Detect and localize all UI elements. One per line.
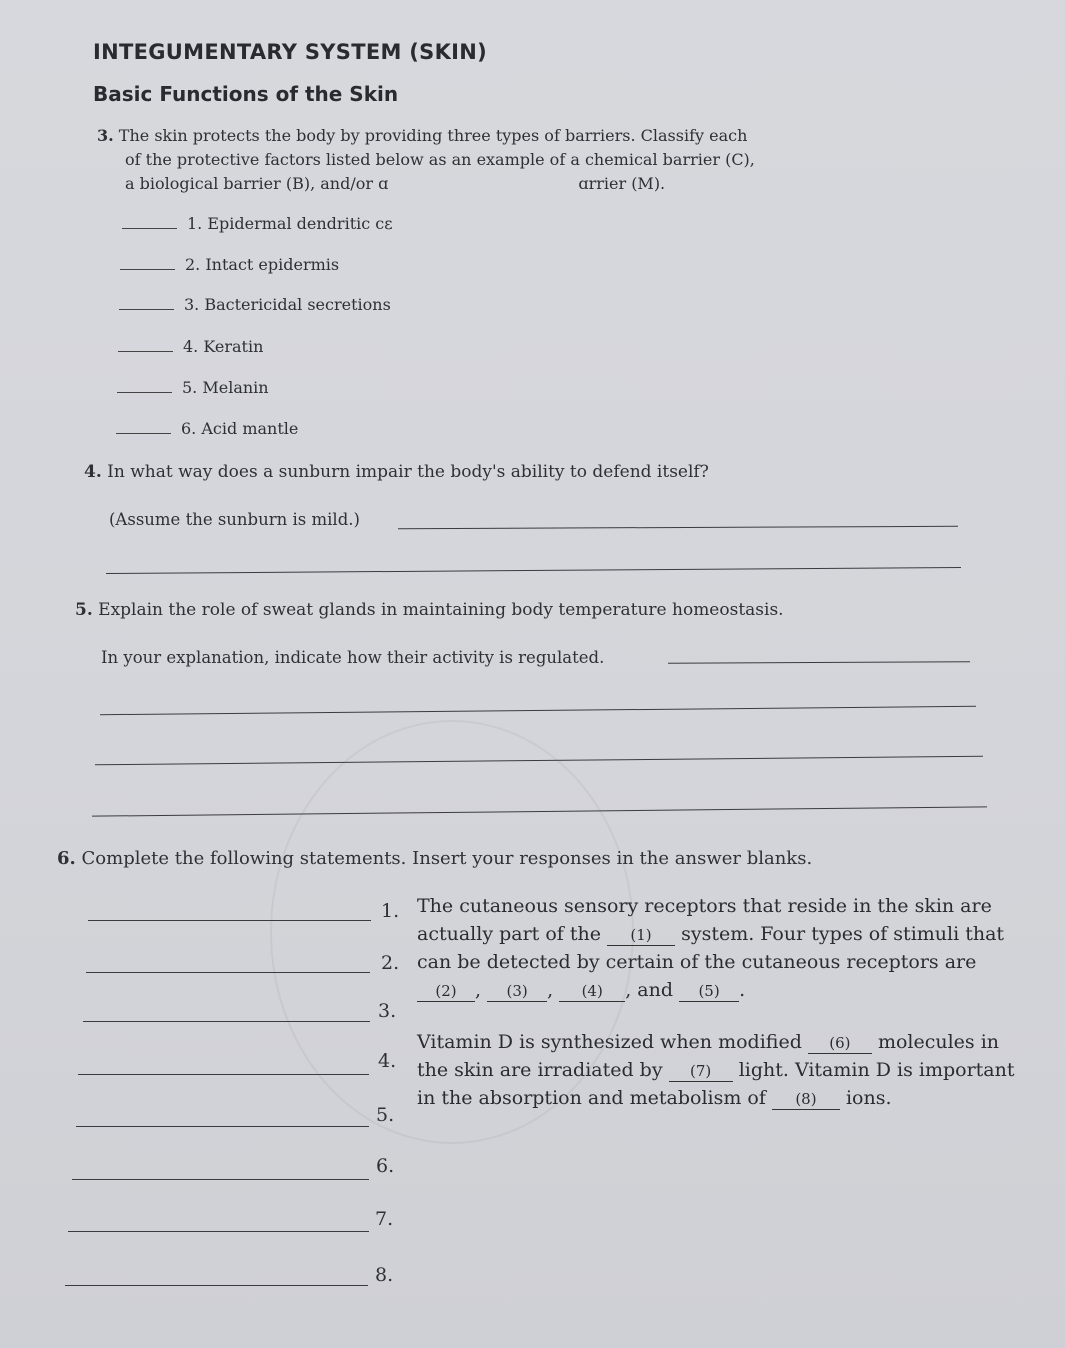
q3-item — [119, 295, 391, 314]
q6-text-span: the skin are irradiated by — [417, 1059, 663, 1081]
q5-answer-line-1[interactable] — [668, 661, 970, 664]
q6-blank-label-4: 4. — [378, 1050, 397, 1072]
question-5 — [75, 600, 784, 620]
answer-blank[interactable] — [119, 308, 174, 310]
q6-statements — [417, 892, 1047, 1112]
q6-blank-label-3: 3. — [378, 1000, 397, 1022]
q3-item-label: 3. Bactericidal secretions — [184, 295, 391, 314]
q6-blank-label-7: 7. — [375, 1208, 394, 1230]
q4-answer-line-2[interactable] — [106, 567, 961, 574]
inline-blank-8: (8) — [772, 1089, 840, 1110]
q4-text: In what way does a sunburn impair the body's ability to defend itself? — [107, 462, 709, 482]
q6-answer-blank-5[interactable] — [76, 1126, 369, 1127]
q6-blank-label-5: 5. — [376, 1104, 395, 1126]
q6-p1-line-3 — [417, 948, 1047, 976]
q3-item — [120, 255, 339, 274]
page-title: INTEGUMENTARY SYSTEM (SKIN) — [93, 40, 488, 64]
inline-blank-3: (3) — [487, 981, 547, 1002]
q6-answer-blank-1[interactable] — [88, 920, 371, 921]
q3-item-label: 4. Keratin — [183, 337, 264, 356]
q5-number: 5. — [75, 600, 93, 620]
q4-subtext: (Assume the sunburn is mild.) — [109, 510, 360, 529]
q3-item-label: 6. Acid mantle — [181, 419, 299, 438]
q3-text-line-3 — [97, 172, 817, 196]
q6-p1-line-4: (2) , (3) , (4) , and (5) . — [417, 976, 1047, 1004]
q6-p1-line-1 — [417, 892, 1047, 920]
q3-item-label: 1. Epidermal dendritic cε — [187, 214, 393, 233]
question-4 — [84, 462, 709, 482]
q3-item — [122, 214, 393, 233]
q6-blank-label-8: 8. — [375, 1264, 394, 1286]
q6-answer-blank-4[interactable] — [78, 1074, 369, 1075]
inline-blank-4: (4) — [559, 981, 625, 1002]
answer-blank[interactable] — [122, 227, 177, 229]
q4-number: 4. — [84, 462, 102, 482]
q3-number: 3. — [97, 126, 114, 145]
q6-text-span: in the absorption and metabolism of — [417, 1087, 766, 1109]
q6-blank-label-1: 1. — [381, 900, 400, 922]
q6-answer-blank-7[interactable] — [68, 1231, 369, 1232]
q5-subtext: In your explanation, indicate how their activity is regulated. — [101, 648, 605, 667]
q3-text-line-2: of the protective factors listed below as an example of a chemical barrier (C), — [125, 150, 755, 169]
inline-blank-1: (1) — [607, 925, 675, 946]
answer-blank[interactable] — [118, 350, 173, 352]
answer-blank[interactable] — [120, 268, 175, 270]
q6-text-span: Vitamin D is synthesized when modified — [417, 1031, 802, 1053]
inline-blank-5: (5) — [679, 981, 739, 1002]
q4-answer-line-1[interactable] — [398, 526, 958, 529]
q6-answer-blank-6[interactable] — [72, 1179, 369, 1180]
answer-blank[interactable] — [117, 391, 172, 393]
q6-text: Complete the following statements. Insert your responses in the answer blanks. — [81, 848, 813, 869]
q3-text-line-1: The skin protects the body by providing three types of barriers. Classify each — [118, 126, 748, 145]
q6-p2-line-3 — [417, 1084, 1047, 1112]
q6-answer-blank-2[interactable] — [86, 972, 370, 973]
q3-item-label: 5. Melanin — [182, 378, 269, 397]
q5-answer-line-2[interactable] — [100, 706, 976, 715]
q6-p1-line-2 — [417, 920, 1047, 948]
q3-item — [116, 419, 298, 438]
inline-blank-6: (6) — [808, 1033, 872, 1054]
q5-text: Explain the role of sweat glands in maintaining body temperature homeostasis. — [98, 600, 784, 620]
q6-text-span: The cutaneous sensory receptors that reside in the skin are — [417, 895, 992, 917]
question-3 — [97, 124, 817, 196]
q6-text-span: can be detected by certain of the cutaneous receptors are — [417, 951, 977, 973]
q6-answer-blank-8[interactable] — [65, 1285, 368, 1286]
q6-number: 6. — [57, 848, 76, 869]
inline-blank-2: (2) — [417, 981, 475, 1002]
q3-text-line-3b: ɑrrier (M). — [578, 174, 666, 193]
question-6 — [57, 848, 812, 869]
answer-blank[interactable] — [116, 432, 171, 434]
q6-p2-line-1 — [417, 1028, 1047, 1056]
q3-item — [117, 378, 269, 397]
q6-answer-blank-3[interactable] — [83, 1021, 370, 1022]
q3-line-1 — [97, 124, 817, 148]
q6-text-span: light. Vitamin D is important — [738, 1059, 1015, 1081]
q3-item-label: 2. Intact epidermis — [185, 255, 340, 274]
q6-text-span: ions. — [845, 1087, 892, 1109]
q6-blank-label-2: 2. — [381, 952, 400, 974]
q6-p2-line-2 — [417, 1056, 1047, 1084]
q6-text-span: actually part of the — [417, 923, 601, 945]
inline-blank-7: (7) — [669, 1061, 733, 1082]
q6-blank-label-6: 6. — [376, 1155, 395, 1177]
q3-text-line-3a: a biological barrier (B), and/or ɑ — [125, 174, 389, 193]
q6-text-span: and — [637, 979, 674, 1001]
section-subtitle: Basic Functions of the Skin — [93, 82, 399, 106]
q6-text-span: molecules in — [877, 1031, 1000, 1053]
q3-item — [118, 337, 263, 356]
q6-text-span: system. Four types of stimuli that — [681, 923, 1005, 945]
